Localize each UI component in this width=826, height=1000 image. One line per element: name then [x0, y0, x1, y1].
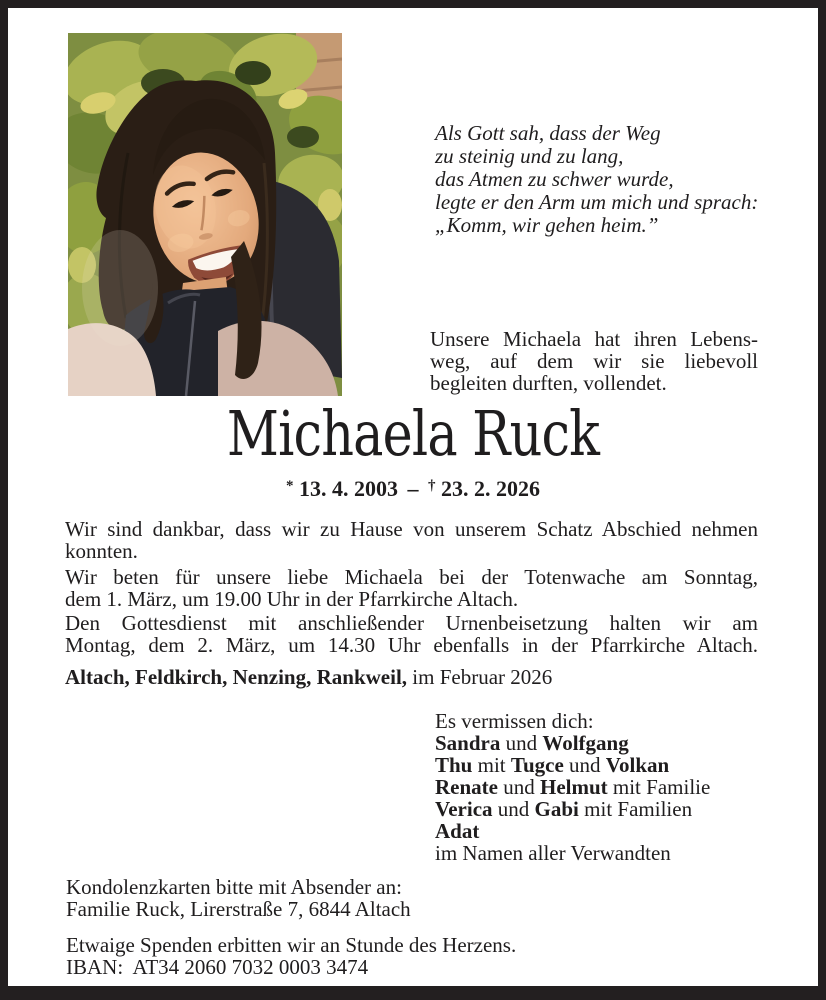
mourner-line: Verica und Gabi mit Familien [435, 797, 693, 821]
poem-line: zu steinig und zu lang, [435, 144, 624, 168]
paragraph-line: konnten. [65, 539, 138, 563]
death-cross-symbol: † [428, 478, 436, 494]
thanks-paragraph [65, 518, 758, 562]
condolence-address: Familie Ruck, Lirerstraße 7, 6844 Altach [66, 897, 411, 921]
condolence-info [66, 876, 626, 920]
mourner-line: Adat [435, 819, 480, 843]
intro-line: begleiten durften, vollendet. [430, 371, 667, 395]
portrait-photo [68, 33, 342, 396]
iban-label: IBAN: [66, 955, 124, 979]
portrait-photo-illustration [68, 33, 342, 396]
dates-separator: – [407, 476, 419, 501]
wake-paragraph [65, 566, 758, 610]
poem-line: das Atmen zu schwer wurde, [435, 167, 674, 191]
iban-spacer [123, 955, 132, 979]
condolence-line: Kondolenzkarten bitte mit Absender an: [66, 875, 402, 899]
mourners-footer: im Namen aller Verwandten [435, 841, 671, 865]
cities-list: Altach, Feldkirch, Nenzing, Rankweil, [65, 665, 408, 689]
paragraph-line: Den Gottesdienst mit anschließender Urnenbeisetzung halten wir am [65, 611, 758, 635]
poem-line: Als Gott sah, dass der Weg [435, 121, 661, 145]
paragraph-line: Wir beten für unsere liebe Michaela bei der Totenwache am Sonntag, [65, 565, 758, 589]
mourner-line: Renate und Helmut mit Familie [435, 775, 711, 799]
paragraph-line: dem 1. März, um 19.00 Uhr in der Pfarrkirche Altach. [65, 587, 519, 611]
deceased-name: Michaela Ruck [226, 397, 600, 470]
cities-dateline [65, 666, 758, 688]
paragraph-line: Montag, dem 2. März, um 14.30 Uhr ebenfalls in der Pfarrkirche Altach. [65, 633, 758, 657]
mourners-list [435, 710, 765, 864]
intro-line: Unsere Michaela hat ihren Lebens- [430, 327, 758, 351]
mourner-line: Sandra und Wolfgang [435, 731, 629, 755]
poem-line: „Komm, wir gehen heim.” [435, 213, 659, 237]
poem-line: legte er den Arm um mich und sprach: [435, 190, 759, 214]
birth-date: 13. 4. 2003 [299, 476, 398, 501]
intro-text [430, 328, 758, 394]
intro-line: weg, auf dem wir sie liebevoll [430, 349, 758, 373]
dateline-date: im Februar 2026 [407, 665, 553, 689]
memorial-poem [435, 122, 765, 237]
donation-line: Etwaige Spenden erbitten wir an Stunde des Herzens. [66, 933, 517, 957]
donation-info [66, 934, 686, 978]
mourners-names [435, 732, 765, 842]
mourner-line: Thu mit Tugce und Volkan [435, 753, 670, 777]
iban-line [66, 956, 686, 978]
mourners-heading: Es vermissen dich: [435, 709, 594, 733]
service-paragraph [65, 612, 758, 656]
death-date: 23. 2. 2026 [441, 476, 540, 501]
deceased-name-heading [8, 398, 818, 470]
life-dates [8, 474, 818, 501]
iban-number: AT34 2060 7032 0003 3474 [132, 955, 369, 979]
paragraph-line: Wir sind dankbar, dass wir zu Hause von unserem Schatz Abschied nehmen [65, 517, 758, 541]
birth-star-symbol: * [286, 478, 294, 494]
